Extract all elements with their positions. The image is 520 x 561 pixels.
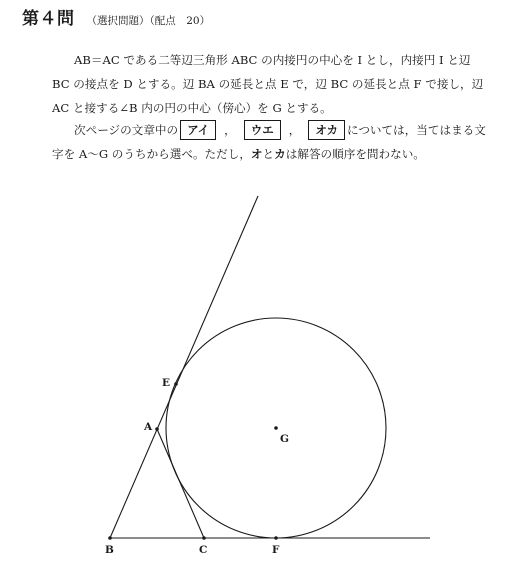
point-b: [108, 536, 112, 540]
problem-line-2: BC の接点を D とする。辺 BA の延長と点 E で，辺 BC の延長と点 F で接し，辺: [52, 77, 484, 91]
question-info: （選択問題）（配点 20）: [86, 15, 211, 27]
point-c: [202, 536, 206, 540]
question-number: 第４問: [22, 9, 75, 29]
label-e: E: [162, 377, 171, 389]
instructions-suffix: については，当てはまる文: [346, 123, 486, 137]
label-c: C: [199, 544, 208, 556]
label-a: A: [144, 421, 153, 433]
label-b: B: [105, 544, 114, 556]
comma: ，: [288, 123, 301, 137]
point-f: [274, 536, 278, 540]
comma: ，: [224, 123, 236, 137]
problem-line-3: AC と接する∠B 内の円の中心（傍心）を G とする。: [52, 101, 332, 115]
label-g: G: [280, 433, 289, 445]
instructions-line-2: 字を A～G のうちから選べ。ただし，オとカは解答の順序を問わない。: [52, 147, 425, 161]
answer-blank-oka: オカ: [308, 120, 345, 140]
instructions-prefix: 次ページの文章中の: [74, 123, 179, 137]
label-f: F: [272, 544, 280, 556]
problem-line-1: AB＝AC である二等辺三角形 ABC の内接円の中心を I とし，内接円 I と辺: [74, 53, 471, 67]
point-a: [155, 427, 159, 431]
answer-blank-ue: ウエ: [244, 120, 281, 140]
point-e: [174, 382, 178, 386]
point-g: [274, 426, 278, 430]
answer-blank-aiu: アイ: [180, 120, 216, 140]
